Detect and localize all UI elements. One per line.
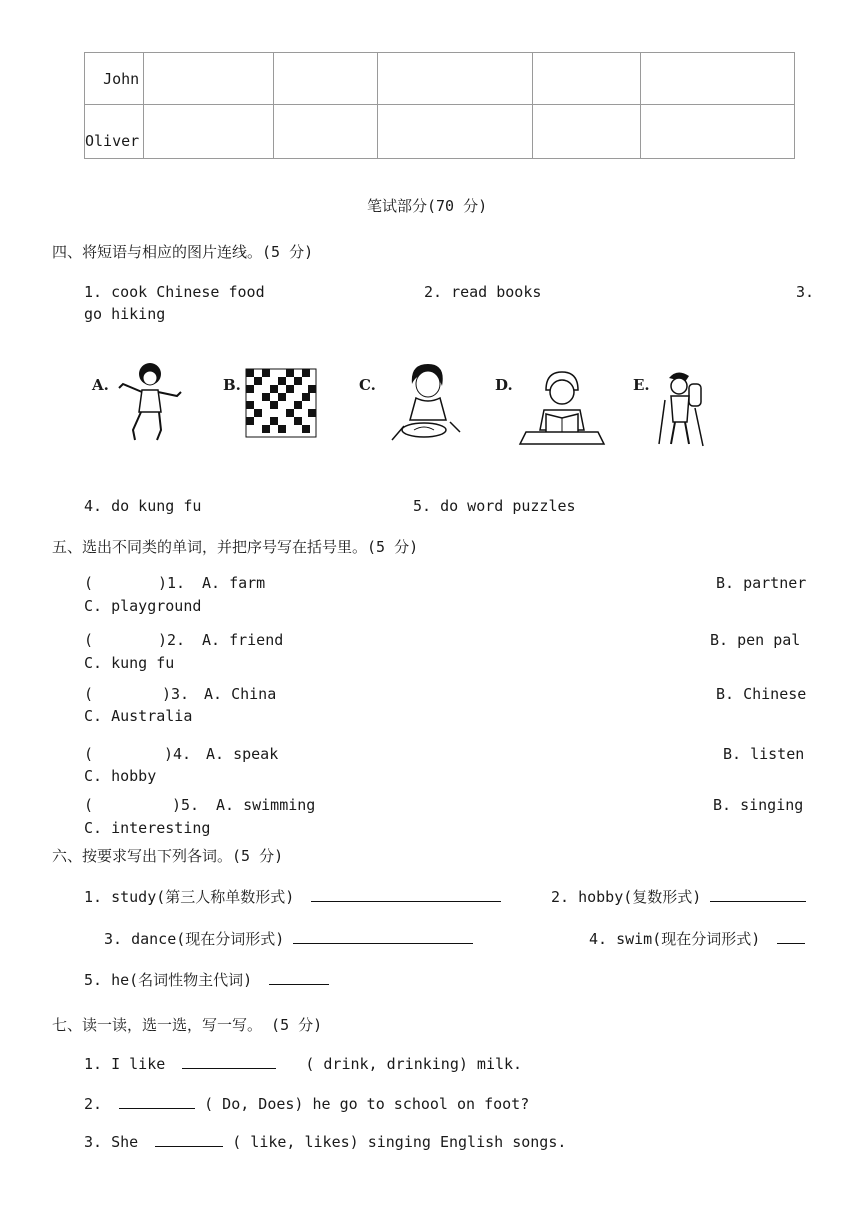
section-7-title: 七、读一读，选一选，写一写。 (5 分) [52,1016,323,1034]
option-c: C. interesting [84,819,211,837]
question-text: 1. I like [84,1055,166,1073]
question-text: 4. swim(现在分词形式) [589,930,761,948]
phrase-item: 1. cook Chinese food [84,283,265,301]
answer-cell[interactable] [144,105,274,159]
option-c: C. Australia [84,707,193,725]
section-5-title: 五、选出不同类的单词，并把序号写在括号里。(5 分) [52,538,419,556]
answer-bracket-open[interactable]: ( [84,796,94,814]
fill-blank-question [84,1132,566,1151]
word-form-question [551,886,806,907]
item-number: )2. [158,631,186,649]
phrase-item: 5. do word puzzles [413,497,576,515]
picture-label: D. [495,376,513,394]
answer-cell[interactable] [533,53,641,105]
answer-table [84,52,795,159]
item-number: )3. [162,685,190,703]
item-number: )1. [158,574,186,592]
word-form-question [84,886,501,907]
question-text: 2. hobby(复数形式) [551,888,702,906]
answer-cell[interactable] [641,53,795,105]
question-text: 2. [84,1095,103,1113]
answer-cell[interactable] [533,105,641,159]
answer-blank[interactable] [777,929,805,944]
answer-cell[interactable] [274,53,378,105]
option-a: A. farm [202,574,266,592]
option-c: C. kung fu [84,654,175,672]
question-text: ( Do, Does) he go to school on foot? [204,1095,530,1113]
option-a: A. swimming [216,796,316,814]
answer-bracket-open[interactable]: ( [84,685,94,703]
answer-blank[interactable] [311,887,501,902]
picture-label: E. [633,376,650,394]
row-name: John [103,69,140,88]
section-6-title: 六、按要求写出下列各词。(5 分) [52,847,284,865]
table-row [85,53,795,105]
option-b: B. Chinese [716,685,807,703]
reading-boy-icon[interactable] [518,370,606,446]
fill-blank-question [84,1054,522,1073]
answer-bracket-open[interactable]: ( [84,745,94,763]
answer-cell[interactable] [378,105,533,159]
question-text: 3. She [84,1133,139,1151]
answer-cell[interactable] [378,53,533,105]
phrase-item: go hiking [84,305,166,323]
kung-fu-boy-icon[interactable] [115,360,185,446]
cooking-girl-icon[interactable] [390,360,464,446]
picture-label: A. [92,376,109,394]
row-name: Oliver [85,132,140,150]
section-4-title: 四、将短语与相应的图片连线。(5 分) [52,243,314,261]
answer-blank[interactable] [293,929,473,944]
fill-blank-question [84,1094,529,1113]
answer-blank[interactable] [182,1054,276,1069]
answer-cell[interactable] [641,105,795,159]
row-name-cell [85,105,144,159]
item-number: )5. [172,796,200,814]
question-text: ( like, likes) singing English songs. [232,1133,567,1151]
item-number: )4. [164,745,192,763]
picture-label: C. [359,376,376,394]
option-b: B. partner [716,574,807,592]
picture-label: B. [223,376,241,394]
answer-bracket-open[interactable]: ( [84,574,94,592]
option-b: B. listen [723,745,805,763]
question-text: 5. he(名词性物主代词) [84,971,253,989]
question-text: 1. study(第三人称单数形式) [84,888,295,906]
option-c: C. playground [84,597,202,615]
option-b: B. pen pal [710,631,801,649]
word-puzzle-icon[interactable] [245,368,317,438]
answer-cell[interactable] [144,53,274,105]
word-form-question [589,928,805,949]
answer-cell[interactable] [274,105,378,159]
word-form-question [84,969,329,990]
written-part-title: 笔试部分(70 分) [367,197,488,215]
phrase-item: 2. read books [424,283,542,301]
answer-blank[interactable] [119,1094,195,1109]
answer-bracket-open[interactable]: ( [84,631,94,649]
question-text: 3. dance(现在分词形式) [104,930,285,948]
question-text: ( drink, drinking) milk. [305,1055,523,1073]
option-a: A. speak [206,745,279,763]
phrase-item: 4. do kung fu [84,497,202,515]
answer-blank[interactable] [710,887,806,902]
option-a: A. China [204,685,277,703]
row-name-cell [85,53,144,105]
answer-blank[interactable] [155,1132,223,1147]
hiker-icon[interactable] [655,368,707,450]
answer-blank[interactable] [269,970,329,985]
word-form-question [104,928,473,949]
option-a: A. friend [202,631,284,649]
option-c: C. hobby [84,767,157,785]
phrase-item: 3. [796,283,815,301]
table-row [85,105,795,159]
option-b: B. singing [713,796,804,814]
